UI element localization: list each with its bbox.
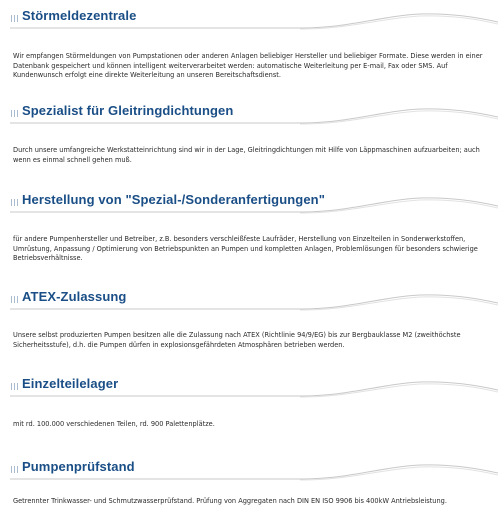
- section-atex-zulassung: [0, 285, 498, 349]
- section-gleitringdichtungen: [0, 99, 498, 164]
- section-bullet-icon: [11, 199, 18, 206]
- section-pumpenpruefstand: [0, 455, 498, 505]
- section-title: Störmeldezentrale: [22, 8, 137, 23]
- section-header: [0, 372, 498, 402]
- section-text: Getrennter Trinkwasser- und Schmutzwasserprüfstand. Prüfung von Aggregaten nach DIN EN ISO 9906 bis 400kW Antriebsleistung.: [13, 497, 447, 505]
- section-stoermeldezentrale: [0, 4, 498, 79]
- section-title: Pumpenprüfstand: [22, 459, 135, 474]
- section-text: mit rd. 100.000 verschiedenen Teilen, rd. 900 Palettenplätze.: [13, 420, 215, 428]
- section-text: Unsere selbst produzierten Pumpen besitzen alle die Zulassung nach ATEX (Richtlinie 94/9/EG) bis zur Bergbauklasse M2 (zweithöchste Sicherheitsstufe), d.h. die Pumpen dürfen in explosionsgefährdeten Atmosphären betrieben werden.: [13, 331, 461, 349]
- section-title: Einzelteilelager: [22, 376, 119, 391]
- section-text: Wir empfangen Störmeldungen von Pumpstationen oder anderen Anlagen beliebiger Hersteller und beliebiger Formate. Diese werden in einer Datenbank gespeichert und können intelligent weiterverarbeitet werden: automatische Weiterleitung per E-mail, Fax oder SMS. Auf Kundenwunsch erfolgt eine direkte Weiterleitung an unseren Bereitschaftsdienst.: [13, 52, 483, 79]
- section-header: [0, 188, 498, 218]
- section-text: für andere Pumpenhersteller und Betreiber, z.B. besonders verschleißfeste Laufräder, Herstellung von Einzelteilen in Sonderwerkstoffen, Umrüstung, Anpassung / Optimierung von Betriebspunkten an Pumpen und kompletten Anlagen, Problemlösungen für besonders schwierige Betriebsverhältnisse.: [13, 235, 478, 262]
- section-bullet-icon: [11, 15, 18, 22]
- section-bullet-icon: [11, 466, 18, 473]
- section-header: [0, 285, 498, 315]
- section-header: [0, 455, 498, 485]
- section-text: Durch unsere umfangreiche Werkstatteinrichtung sind wir in der Lage, Gleitringdichtungen mit Hilfe von Läppmaschinen aufzuarbeiten; auch wenn es einmal schnell gehen muß.: [13, 146, 480, 164]
- section-header: [0, 99, 498, 129]
- section-bullet-icon: [11, 110, 18, 117]
- section-title: ATEX-Zulassung: [22, 289, 127, 304]
- section-einzelteilelager: [0, 372, 498, 428]
- section-title: Herstellung von "Spezial-/Sonderanfertigungen": [22, 192, 325, 207]
- section-bullet-icon: [11, 296, 18, 303]
- section-bullet-icon: [11, 383, 18, 390]
- section-sonderanfertigungen: [0, 188, 498, 262]
- section-title: Spezialist für Gleitringdichtungen: [22, 103, 234, 118]
- section-header: [0, 4, 498, 34]
